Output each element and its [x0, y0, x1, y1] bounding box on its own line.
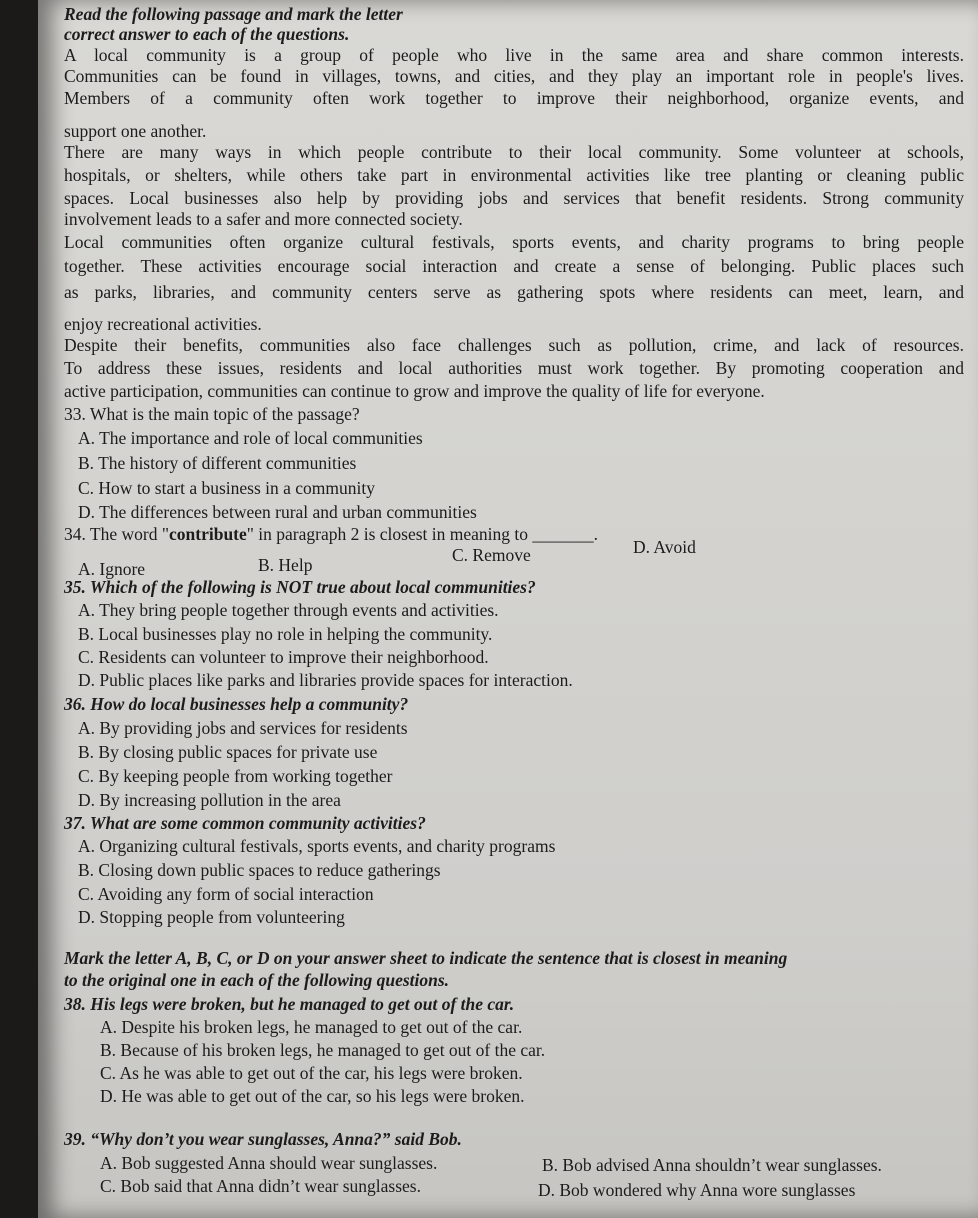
q38-option-a[interactable]: A. Despite his broken legs, he managed to get out of the car.: [100, 1017, 523, 1037]
q36-option-a[interactable]: A. By providing jobs and services for residents: [78, 718, 408, 738]
q34-option-a[interactable]: A. Ignore: [78, 559, 146, 579]
q38-option-d[interactable]: D. He was able to get out of the car, so his legs were broken.: [100, 1086, 525, 1106]
q35-stem: 35. Which of the following is NOT true about local communities?: [64, 577, 536, 597]
passage-p1-line-1: A local community is a group of people who live in the same area and share common interests.: [64, 45, 964, 65]
q33-option-a[interactable]: A. The importance and role of local communities: [78, 428, 423, 448]
q38-option-b[interactable]: B. Because of his broken legs, he managed to get out of the car.: [100, 1040, 546, 1060]
q34-keyword: contribute: [169, 524, 247, 544]
passage-p3-line-2: together. These activities encourage social interaction and create a sense of belonging. Public places such: [64, 256, 964, 276]
passage-p2-line-3: spaces. Local businesses also help by providing jobs and services that benefit residents. Strong community: [64, 188, 964, 208]
instructions-line-1: Read the following passage and mark the letter: [64, 4, 403, 24]
q35-option-a[interactable]: A. They bring people together through events and activities.: [78, 600, 499, 620]
q38-option-c[interactable]: C. As he was able to get out of the car, his legs were broken.: [100, 1063, 523, 1083]
q37-option-a[interactable]: A. Organizing cultural festivals, sports events, and charity programs: [78, 836, 556, 856]
passage-p2-line-1: There are many ways in which people contribute to their local community. Some volunteer at schools,: [64, 142, 964, 162]
q33-stem: 33. What is the main topic of the passage?: [64, 404, 360, 424]
q38-stem: 38. His legs were broken, but he managed to get out of the car.: [64, 994, 515, 1014]
passage-p2-line-4: involvement leads to a safer and more connected society.: [64, 209, 463, 229]
q36-stem: 36. How do local businesses help a community?: [64, 694, 409, 714]
q37-option-d[interactable]: D. Stopping people from volunteering: [78, 907, 345, 927]
q36-option-d[interactable]: D. By increasing pollution in the area: [78, 790, 341, 810]
passage-p2-line-2: hospitals, or shelters, while others take part in environmental activities like tree planting or cleaning public: [64, 165, 964, 185]
q34-stem: 34. The word "contribute" in paragraph 2 is closest in meaning to _______.: [64, 524, 599, 544]
q34-option-d[interactable]: D. Avoid: [633, 537, 696, 557]
section2-instructions-line-1: Mark the letter A, B, C, or D on your answer sheet to indicate the sentence that is closest in meaning: [64, 948, 788, 968]
q37-option-b[interactable]: B. Closing down public spaces to reduce gatherings: [78, 860, 441, 880]
passage-p1-line-4: support one another.: [64, 121, 207, 141]
q35-option-b[interactable]: B. Local businesses play no role in helping the community.: [78, 624, 493, 644]
passage-p3-line-4: enjoy recreational activities.: [64, 314, 262, 334]
passage-p1-line-3: Members of a community often work together to improve their neighborhood, organize events, and: [64, 88, 964, 108]
passage-p4-line-1: Despite their benefits, communities also face challenges such as pollution, crime, and lack of resources.: [64, 335, 964, 355]
q36-option-c[interactable]: C. By keeping people from working together: [78, 766, 393, 786]
q34-option-c[interactable]: C. Remove: [452, 545, 531, 565]
passage-p3-line-1: Local communities often organize cultural festivals, sports events, and charity programs to bring people: [64, 232, 964, 252]
passage-p3-line-3: as parks, libraries, and community centers serve as gathering spots where residents can meet, learn, and: [64, 282, 964, 302]
instructions-line-2: correct answer to each of the questions.: [64, 24, 350, 44]
q33-option-d[interactable]: D. The differences between rural and urban communities: [78, 502, 477, 522]
q35-option-c[interactable]: C. Residents can volunteer to improve their neighborhood.: [78, 647, 489, 667]
q39-option-a[interactable]: A. Bob suggested Anna should wear sunglasses.: [100, 1153, 438, 1173]
q39-option-c[interactable]: C. Bob said that Anna didn’t wear sunglasses.: [100, 1176, 421, 1196]
q39-option-d[interactable]: D. Bob wondered why Anna wore sunglasses: [538, 1180, 856, 1200]
q39-stem: 39. “Why don’t you wear sunglasses, Anna?” said Bob.: [64, 1129, 462, 1149]
passage-p4-line-2: To address these issues, residents and local authorities must work together. By promoting cooperation and: [64, 358, 964, 378]
section2-instructions-line-2: to the original one in each of the following questions.: [64, 970, 450, 990]
q37-stem: 37. What are some common community activities?: [64, 813, 426, 833]
q34-option-b[interactable]: B. Help: [258, 555, 313, 575]
q35-option-d[interactable]: D. Public places like parks and libraries provide spaces for interaction.: [78, 670, 573, 690]
passage-p1-line-2: Communities can be found in villages, towns, and cities, and they play an important role in people's lives.: [64, 66, 964, 86]
passage-p4-line-3: active participation, communities can continue to grow and improve the quality of life for everyone.: [64, 381, 765, 401]
q33-option-c[interactable]: C. How to start a business in a community: [78, 478, 375, 498]
q39-option-b[interactable]: B. Bob advised Anna shouldn’t wear sunglasses.: [542, 1155, 882, 1175]
q37-option-c[interactable]: C. Avoiding any form of social interaction: [78, 884, 374, 904]
q33-option-b[interactable]: B. The history of different communities: [78, 453, 357, 473]
q36-option-b[interactable]: B. By closing public spaces for private use: [78, 742, 378, 762]
